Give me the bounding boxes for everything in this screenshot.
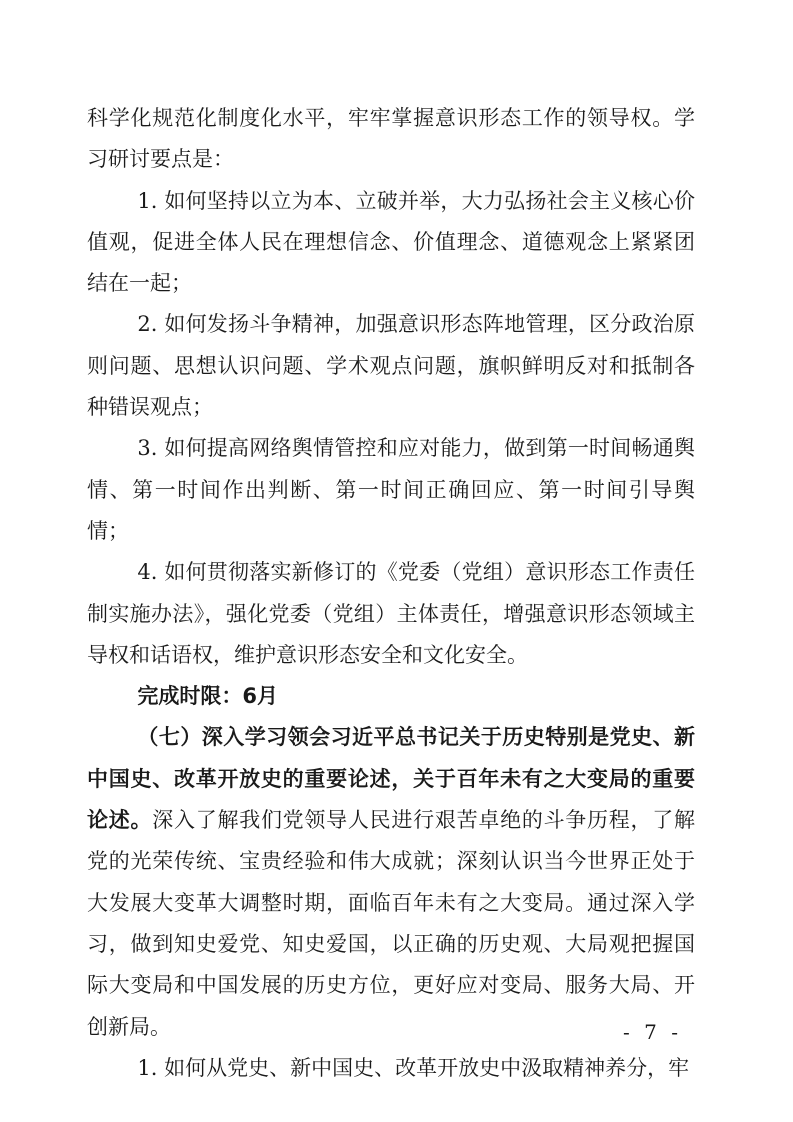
section-7-paragraph	[87, 717, 695, 1047]
list-item-1-section-7: 1. 如何从党史、新中国史、改革开放史中汲取精神养分，牢	[137, 1055, 690, 1080]
list-item-2: 2. 如何发扬斗争精神，加强意识形态阵地管理，区分政治原则问题、思想认识问题、学术观点问题，旗帜鲜明反对和抵制各种错误观点；	[87, 312, 695, 420]
list-item-4: 4. 如何贯彻落实新修订的《党委（党组）意识形态工作责任制实施办法》，强化党委（党组）主体责任，增强意识形态领域主导权和话语权，维护意识形态安全和文化安全。	[87, 560, 695, 667]
list-item-3: 3. 如何提高网络舆情管控和应对能力，做到第一时间畅通舆情、第一时间作出判断、第一时间正确回应、第一时间引导舆情；	[87, 436, 695, 543]
section-7-body: 深入了解我们党领导人民进行艰苦卓绝的斗争历程，了解党的光荣传统、宝贵经验和伟大成就；深刻认识当今世界正处于大发展大变革大调整时期，面临百年未有之大变局。通过深入学习，做到知史爱党、知史爱国，以正确的历史观、大局观把握国际大变局和中国发展的历史方位，更好应对变局、服务大局、开创新局。	[87, 808, 696, 1039]
list-item-1: 1. 如何坚持以立为本、立破并举，大力弘扬社会主义核心价值观，促进全体人民在理想信念、价值理念、道德观念上紧紧团结在一起；	[87, 188, 695, 296]
page-number: - 7 -	[623, 1020, 682, 1044]
paragraph-intro: 科学化规范化制度化水平，牢牢掌握意识形态工作的领导权。学习研讨要点是：	[87, 106, 695, 172]
deadline: 完成时限：6月	[137, 684, 279, 709]
section-7-heading: （七）深入学习领会习近平总书记关于历史特别是党史、新中国史、改革开放史的重要论述，关于百年未有之大变局的重要论述。	[87, 725, 695, 833]
body-text	[87, 98, 695, 1089]
